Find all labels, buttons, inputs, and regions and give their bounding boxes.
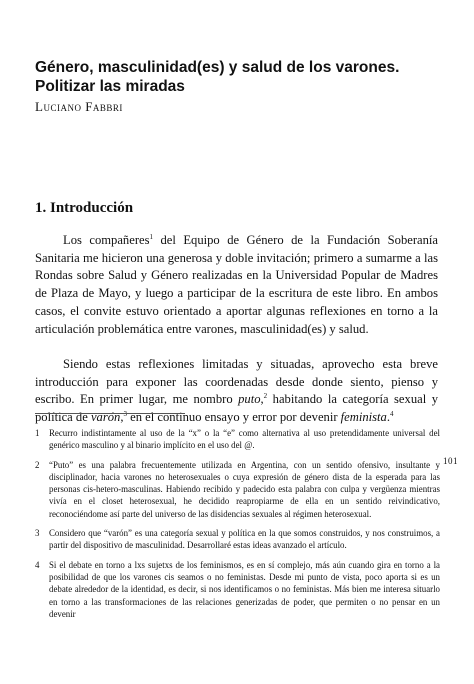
paragraph-2-emphasis-varon: varón — [90, 410, 121, 425]
footnote-number: 3 — [35, 528, 40, 539]
footnote-3 — [35, 527, 440, 552]
footnote-number: 4 — [35, 559, 40, 570]
paragraph-2-emphasis-puto: puto — [238, 392, 261, 407]
footnote-ref-1: 1 — [149, 232, 154, 241]
paragraph-2-emphasis-feminista: feminista — [340, 410, 387, 425]
paragraph-2-text-b: , — [260, 392, 264, 407]
footnote-2 — [35, 459, 440, 520]
footnote-ref-3: 3 — [123, 409, 127, 418]
paragraph-2-text-d: , — [120, 410, 124, 425]
paragraph-1-text-a: Los compañeres — [63, 233, 150, 247]
paragraph-2-text-a: Siendo estas reflexiones limitadas y situadas, aprovecho esta breve introducción para exponer las coordenadas desde donde siento, pienso y escribo. En primer lugar, me nombro — [35, 357, 438, 407]
footnote-ref-2: 2 — [263, 392, 268, 401]
paragraph-2 — [35, 356, 438, 427]
footnote-text: Recurro indistintamente al uso de la “x” o la “e” como alternativa al uso pretendidamente universal del genérico masculino y al binario implícito en el uso del @. — [49, 428, 440, 451]
footnotes — [35, 427, 440, 627]
paragraph-1 — [35, 232, 438, 338]
footnote-ref-4: 4 — [390, 409, 394, 418]
chapter-title: Género, masculinidad(es) y salud de los varones. Politizar las miradas — [35, 59, 400, 95]
footnote-text: Considero que “varón” es una categoría sexual y política en la que somos construidos, y nos construimos, a partir del dispositivo de masculinidad. Desarrollaré estas ideas avanzado el artículo. — [49, 528, 440, 551]
paragraph-1-text-b: del Equipo de Género de la Fundación Soberanía Sanitaria me hicieron una generosa y doble invitación; primero a sumarme a las Rondas sobre Salud y Género realizadas en la Universidad Popular de Madres de Plaza de Mayo, y luego a participar de la escritura de este libro. En ambos casos, el convite estuvo orientado a aportar algunas reflexiones en torno a la articulación problemática entre varones, masculinidad(es) y salud. — [35, 233, 438, 336]
footnote-4 — [35, 559, 440, 620]
section-heading: 1. Introducción — [35, 200, 134, 216]
chapter-author: Luciano Fabbri — [35, 99, 123, 114]
footnote-text: Si el debate en torno a lxs sujetxs de los feminismos, es en sí complejo, más aún cuando gira en torno a la posibilidad de que los varones cis seamos o no feministas. Desde mi punto de vista, poco aporta si es un debate alrededor de la identidad, es decir, si nos identificamos o no feministas. Más bien me interesa situarlo en torno a las transformaciones de las relaciones generizadas de poder, que permiten o no pensar en un devenir — [49, 559, 440, 619]
footnote-number: 2 — [35, 459, 40, 470]
footnote-text: “Puto” es una palabra frecuentemente utilizada en Argentina, con un sentido ofensivo, insultante y disciplinador, hacia varones no heterosexuales o cuya expresión de género dista de la esperada para las personas cis-hetero-masculinas. Habiendo recibido y padecido esta palabra con culpa y vergüenza mientras vivía en el closet heterosexual, he decidido reapropiarme de ella en un sentido reivindicativo, reconociéndome así parte del universo de las disidencias sexuales al régimen heterosexual. — [49, 459, 440, 519]
paragraph-2-text-c: habitando la categoría sexual y política de — [35, 392, 438, 425]
page-number: 101 — [443, 456, 458, 466]
footnote-number: 1 — [35, 428, 40, 438]
footnote-1 — [35, 427, 440, 452]
paragraph-2-text-e: en el continuo ensayo y error por devenir — [127, 410, 341, 425]
footnote-separator — [35, 413, 185, 414]
paragraph-2-text-f: . — [386, 410, 391, 425]
